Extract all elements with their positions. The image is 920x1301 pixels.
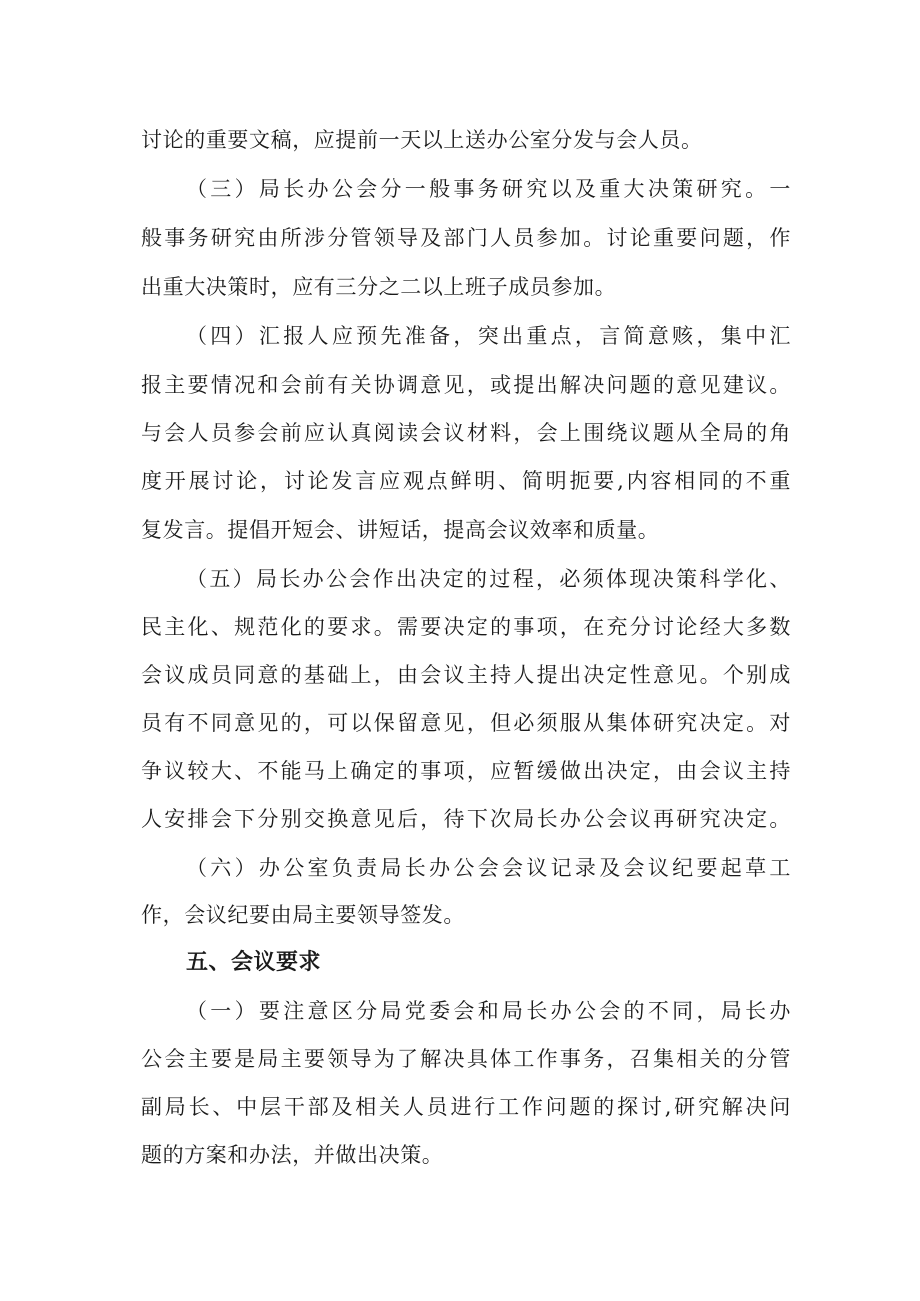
paragraph-3-line: （三）局长办公会分一般事务研究以及重大决策研究。一 [186, 177, 791, 201]
paragraph-5-line: （五）局长办公会作出决定的过程，必须体现决策科学化、 [186, 567, 791, 591]
text-line: 报主要情况和会前有关协调意见，或提出解决问题的意见建议。 [141, 373, 791, 397]
text-line: 般事务研究由所涉分管领导及部门人员参加。讨论重要问题，作 [141, 226, 791, 250]
section-heading: 五、会议要求 [186, 950, 322, 975]
text-line: 讨论的重要文稿，应提前一天以上送办公室分发与会人员。 [141, 128, 703, 152]
paragraph-1-line: （一）要注意区分局党委会和局长办公会的不同，局长办 [186, 999, 791, 1023]
text-line: 作，会议纪要由局主要领导签发。 [141, 903, 465, 927]
paragraph-6-line: （六）办公室负责局长办公会会议记录及会议纪要起草工 [186, 856, 791, 880]
text-line: 公会主要是局主要领导为了解决具体工作事务，召集相关的分管 [141, 1047, 791, 1071]
text-line: 题的方案和办法，并做出决策。 [141, 1143, 444, 1167]
paragraph-4-line: （四）汇报人应预先准备，突出重点，言简意赅，集中汇 [186, 324, 791, 348]
text-line: 民主化、规范化的要求。需要决定的事项，在充分讨论经大多数 [141, 615, 791, 639]
text-line: 会议成员同意的基础上，由会议主持人提出决定性意见。个别成 [141, 663, 791, 687]
text-line: 出重大决策时，应有三分之二以上班子成员参加。 [141, 275, 617, 299]
text-line: 复发言。提倡开短会、讲短话，提高会议效率和质量。 [141, 518, 660, 542]
text-line: 人安排会下分别交换意见后，待下次局长办公会议再研究决定。 [141, 807, 791, 831]
text-line: 副局长、中层干部及相关人员进行工作问题的探讨,研究解决问 [141, 1095, 791, 1119]
text-line: 员有不同意见的，可以保留意见，但必须服从集体研究决定。对 [141, 711, 791, 735]
text-line: 争议较大、不能马上确定的事项，应暂缓做出决定，由会议主持 [141, 759, 791, 783]
text-line: 度开展讨论，讨论发言应观点鲜明、简明扼要,内容相同的不重 [141, 469, 791, 493]
text-line: 与会人员参会前应认真阅读会议材料，会上围绕议题从全局的角 [141, 421, 791, 445]
